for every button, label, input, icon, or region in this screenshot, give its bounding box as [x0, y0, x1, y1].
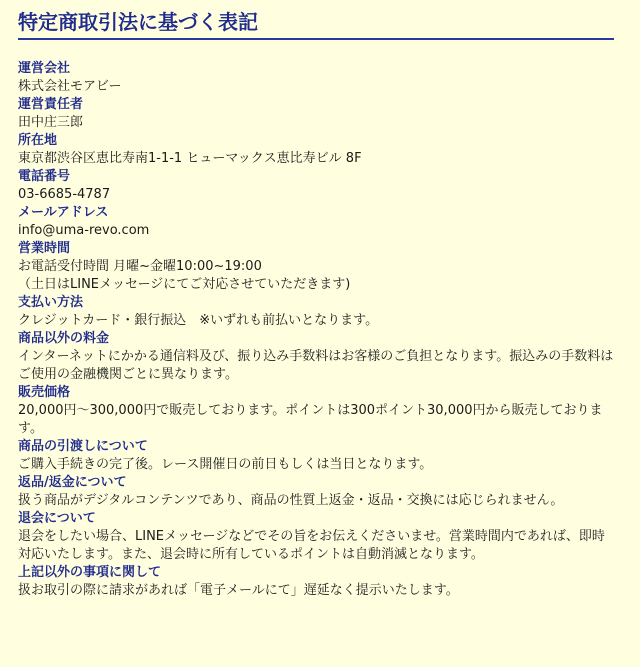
- section-business-hours: [18, 240, 614, 294]
- section-manager: [18, 96, 614, 132]
- section-body: 20,000円〜300,000円で販売しております。ポイントは300ポイント30,000円から販売しております。: [18, 403, 603, 436]
- section-heading: 電話番号: [18, 169, 71, 184]
- section-price: [18, 384, 614, 438]
- section-heading: 支払い方法: [18, 295, 84, 310]
- section-heading: 上記以外の事項に関して: [18, 565, 162, 580]
- section-body: 田中庄三郎: [18, 115, 84, 130]
- section-address: [18, 132, 614, 168]
- section-other-matters: [18, 564, 614, 600]
- page-title: 特定商取引法に基づく表記: [18, 10, 258, 34]
- section-body: ご購入手続きの完了後。レース開催日の前日もしくは当日となります。: [18, 457, 433, 472]
- section-other-fees: [18, 330, 614, 384]
- section-body: info@uma-revo.com: [18, 223, 150, 238]
- section-body: 株式会社モアビー: [18, 79, 122, 94]
- section-heading: 返品/返金について: [18, 475, 127, 490]
- section-heading: メールアドレス: [18, 205, 109, 220]
- section-body: 扱う商品がデジタルコンテンツであり、商品の性質上返金・返品・交換には応じられません。: [18, 493, 564, 508]
- section-heading: 運営会社: [18, 61, 71, 76]
- section-heading: 所在地: [18, 133, 58, 148]
- section-body: 03-6685-4787: [18, 187, 111, 202]
- section-body: インターネットにかかる通信料及び、振り込み手数料はお客様のご負担となります。振込みの手数料はご使用の金融機関ごとに異なります。: [18, 349, 614, 382]
- title-divider: [18, 38, 614, 40]
- section-heading: 退会について: [18, 511, 96, 526]
- section-delivery: [18, 438, 614, 474]
- section-body: 扱お取引の際に請求があれば「電子メールにて」遅延なく提示いたします。: [18, 583, 459, 598]
- section-email: [18, 204, 614, 240]
- section-heading: 営業時間: [18, 241, 71, 256]
- section-heading: 運営責任者: [18, 97, 84, 112]
- section-heading: 商品の引渡しについて: [18, 439, 148, 454]
- section-body: お電話受付時間 月曜~金曜10:00~19:00 （土日はLINEメッセージにてご対応させていただきます): [18, 259, 351, 292]
- section-payment: [18, 294, 614, 330]
- section-returns: [18, 474, 614, 510]
- section-body: クレジットカード・銀行振込 ※いずれも前払いとなります。: [18, 313, 379, 328]
- section-body: 東京都渋谷区恵比寿南1-1-1 ヒューマックス恵比寿ビル 8F: [18, 151, 362, 166]
- section-body: 退会をしたい場合、LINEメッセージなどでその旨をお伝えくださいませ。営業時間内であれば、即時対応いたします。また、退会時に所有しているポイントは自動消滅となります。: [18, 529, 605, 562]
- section-heading: 商品以外の料金: [18, 331, 110, 346]
- section-withdrawal: [18, 510, 614, 564]
- section-phone: [18, 168, 614, 204]
- section-company: [18, 60, 614, 96]
- section-heading: 販売価格: [18, 385, 71, 400]
